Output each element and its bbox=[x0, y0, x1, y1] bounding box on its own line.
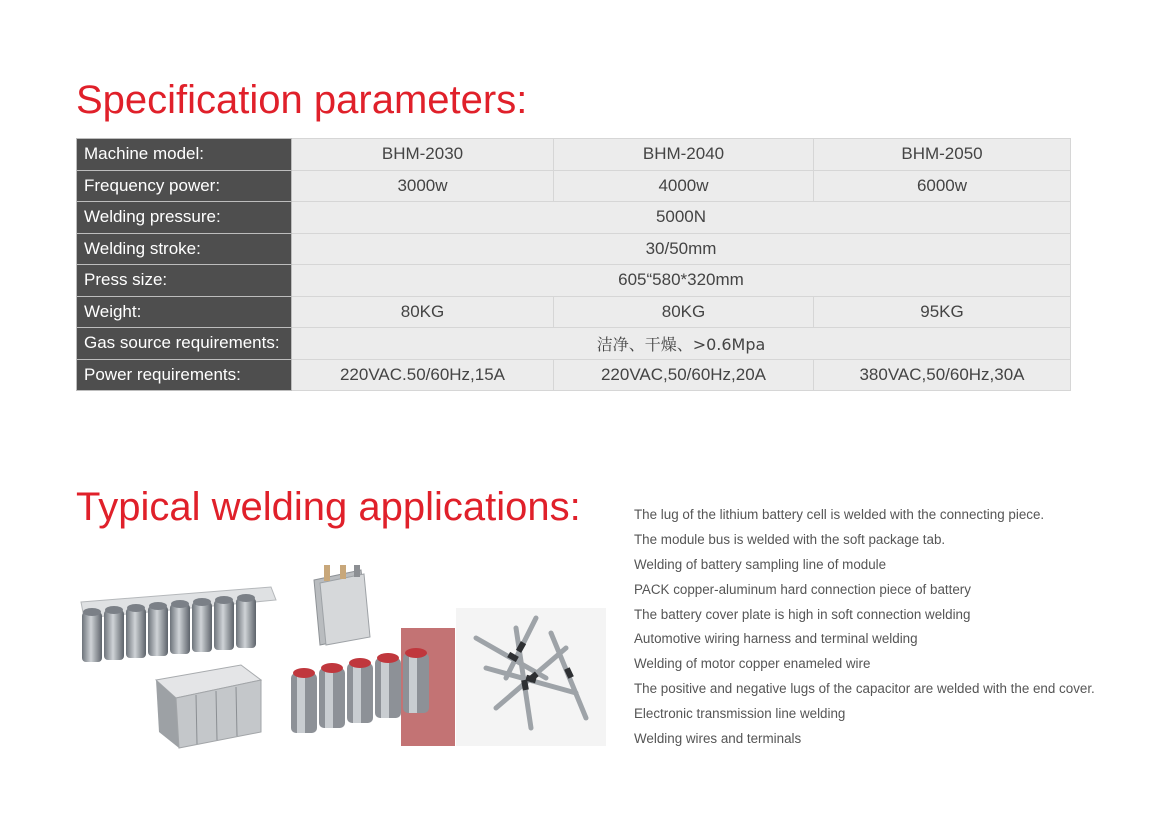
spec-title: Specification parameters: bbox=[76, 78, 528, 122]
row-label: Power requirements: bbox=[77, 359, 292, 391]
table-row bbox=[77, 296, 1071, 328]
list-item: PACK copper-aluminum hard connection piece of battery bbox=[634, 581, 971, 597]
applications-list bbox=[634, 505, 1095, 754]
cell: 3000w bbox=[292, 170, 554, 202]
list-item: Electronic transmission line welding bbox=[634, 706, 846, 722]
list-item: The module bus is welded with the soft package tab. bbox=[634, 531, 946, 547]
list-item: The battery cover plate is high in soft connection welding bbox=[634, 606, 971, 622]
cell: 5000N bbox=[292, 202, 1071, 234]
list-item: The lug of the lithium battery cell is welded with the connecting piece. bbox=[634, 507, 1045, 522]
table-row bbox=[77, 328, 1071, 360]
wire-terminal-image bbox=[456, 608, 606, 746]
cell: 洁净、干燥、>0.6Mpa bbox=[292, 328, 1071, 360]
row-label: Press size: bbox=[77, 265, 292, 297]
row-label: Welding pressure: bbox=[77, 202, 292, 234]
list-item: Welding of motor copper enameled wire bbox=[634, 656, 871, 672]
cell: 380VAC,50/60Hz,30A bbox=[814, 359, 1071, 391]
table-row bbox=[77, 233, 1071, 265]
table-row bbox=[77, 170, 1071, 202]
table-row bbox=[77, 359, 1071, 391]
table-row bbox=[77, 202, 1071, 234]
product-images bbox=[76, 560, 606, 755]
cell: BHM-2030 bbox=[292, 139, 554, 171]
cell: 80KG bbox=[292, 296, 554, 328]
cell: 30/50mm bbox=[292, 233, 1071, 265]
cell: 220VAC.50/60Hz,15A bbox=[292, 359, 554, 391]
list-item: The positive and negative lugs of the capacitor are welded with the end cover. bbox=[634, 681, 1095, 697]
cylindrical-battery-row-image bbox=[76, 582, 281, 672]
cell: 6000w bbox=[814, 170, 1071, 202]
row-label: Machine model: bbox=[77, 139, 292, 171]
battery-pack-image bbox=[151, 660, 266, 750]
capacitor-module-image bbox=[281, 628, 456, 748]
row-label: Welding stroke: bbox=[77, 233, 292, 265]
table-row bbox=[77, 139, 1071, 171]
cell: BHM-2040 bbox=[554, 139, 814, 171]
cell: 80KG bbox=[554, 296, 814, 328]
row-label: Frequency power: bbox=[77, 170, 292, 202]
cell: 605“580*320mm bbox=[292, 265, 1071, 297]
row-label: Weight: bbox=[77, 296, 292, 328]
spec-table bbox=[76, 138, 1071, 391]
applications-title: Typical welding applications: bbox=[76, 485, 581, 529]
cell: 4000w bbox=[554, 170, 814, 202]
list-item: Welding wires and terminals bbox=[634, 731, 802, 747]
cell: 95KG bbox=[814, 296, 1071, 328]
cell: BHM-2050 bbox=[814, 139, 1071, 171]
list-item: Automotive wiring harness and terminal welding bbox=[634, 631, 918, 647]
table-row bbox=[77, 265, 1071, 297]
cell: 220VAC,50/60Hz,20A bbox=[554, 359, 814, 391]
row-label: Gas source requirements: bbox=[77, 328, 292, 360]
list-item: Welding of battery sampling line of module bbox=[634, 556, 887, 572]
